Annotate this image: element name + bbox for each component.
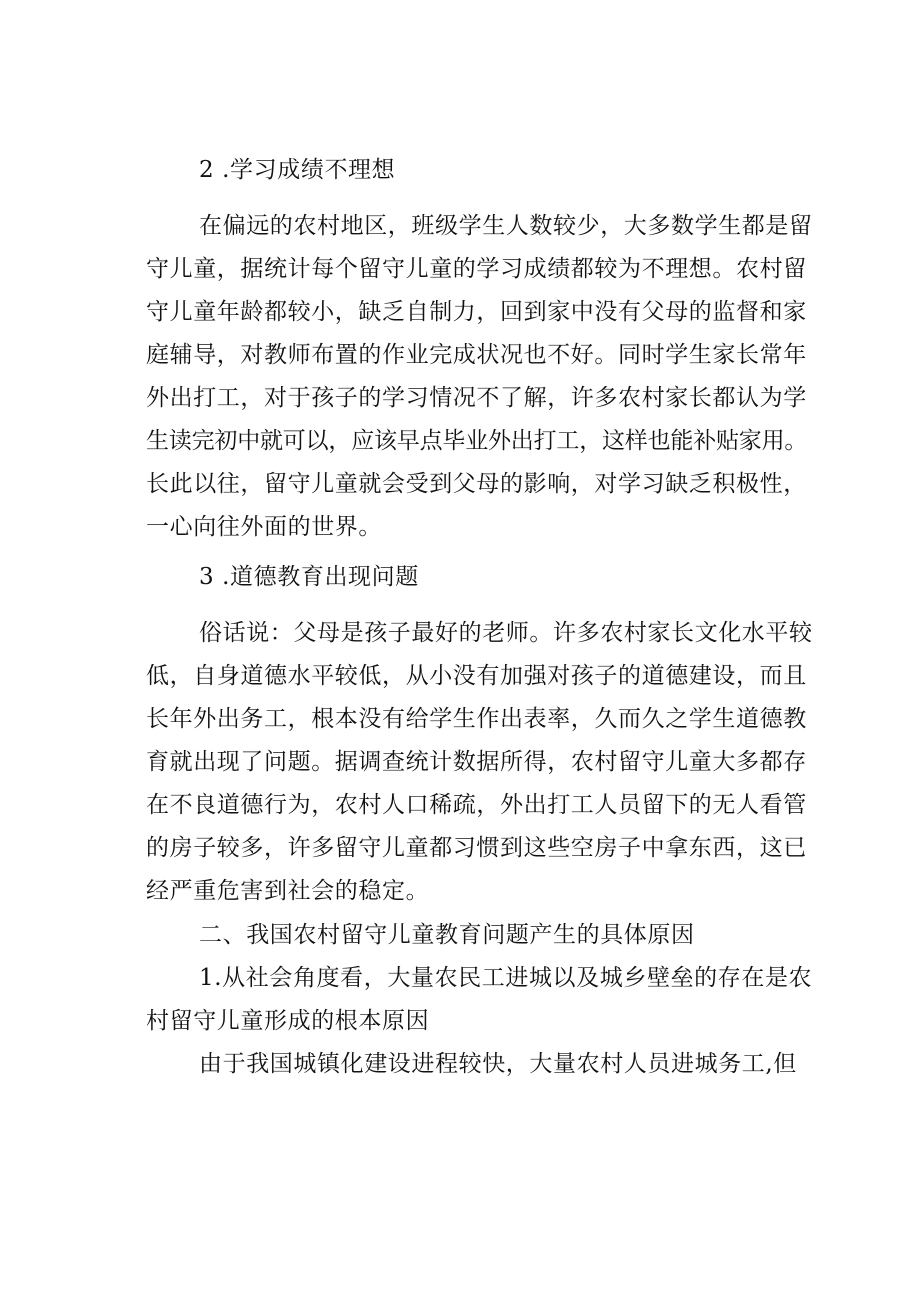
paragraph-line: 在偏远的农村地区，班级学生人数较少，大多数学生都是留 xyxy=(199,213,813,239)
paragraph-line: 庭辅导，对教师布置的作业完成状况也不好。同时学生家长常年 xyxy=(146,342,807,368)
heading-learning-performance: 2 .学习成绩不理想 xyxy=(199,157,396,183)
paragraph-line: 守儿童，据统计每个留守儿童的学习成绩都较为不理想。农村留 xyxy=(146,256,807,282)
paragraph-line: 经严重危害到社会的稳定。 xyxy=(146,878,430,904)
paragraph-line: 育就出现了问题。据调查统计数据所得，农村留守儿童大多都存 xyxy=(146,749,807,775)
section-heading-causes: 二、我国农村留守儿童教育问题产生的具体原因 xyxy=(199,922,695,948)
subheading-line: 1.从社会角度看，大量农民工进城以及城乡壁垒的存在是农 xyxy=(199,965,813,991)
subheading-line: 村留守儿童形成的根本原因 xyxy=(146,1008,430,1034)
paragraph-line: 守儿童年龄都较小，缺乏自制力，回到家中没有父母的监督和家 xyxy=(146,299,807,325)
paragraph-line: 由于我国城镇化建设进程较快，大量农村人员进城务工,但 xyxy=(199,1051,797,1077)
paragraph-line: 长此以往，留守儿童就会受到父母的影响，对学习缺乏积极性， xyxy=(146,471,807,497)
paragraph-line: 俗话说：父母是孩子最好的老师。许多农村家长文化水平较 xyxy=(199,620,813,646)
paragraph-line: 在不良道德行为，农村人口稀疏，外出打工人员留下的无人看管 xyxy=(146,792,807,818)
paragraph-line: 的房子较多，许多留守儿童都习惯到这些空房子中拿东西，这已 xyxy=(146,835,807,861)
paragraph-line: 一心向往外面的世界。 xyxy=(146,514,382,540)
paragraph-line: 生读完初中就可以，应该早点毕业外出打工，这样也能补贴家用。 xyxy=(146,428,808,454)
paragraph-line: 外出打工，对于孩子的学习情况不了解，许多农村家长都认为学 xyxy=(146,385,807,411)
paragraph-line: 低，自身道德水平较低，从小没有加强对孩子的道德建设，而且 xyxy=(146,663,807,689)
heading-moral-education: 3 .道德教育出现问题 xyxy=(199,564,419,590)
paragraph-line: 长年外出务工，根本没有给学生作出表率，久而久之学生道德教 xyxy=(146,706,807,732)
